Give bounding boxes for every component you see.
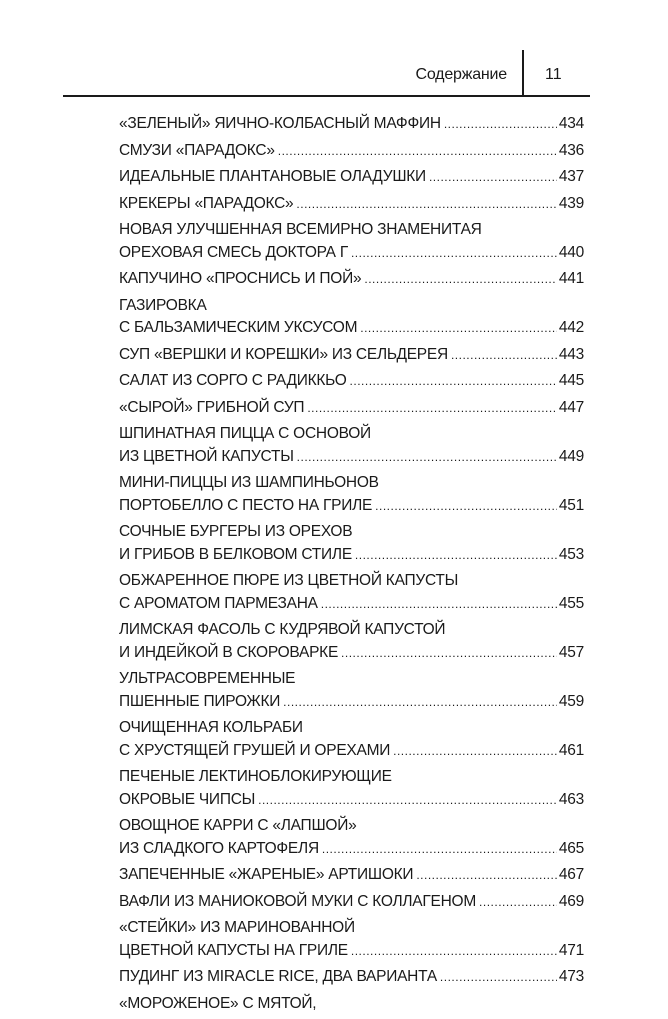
toc-entry-last-line [119,691,584,714]
table-of-contents [119,113,584,1019]
toc-page-number: 436 [558,141,584,159]
toc-entry [119,113,584,136]
dot-leader [283,691,557,714]
toc-page-number: 437 [558,168,584,185]
toc-page-number: 441 [558,270,584,287]
toc-entry-last-line [119,740,584,763]
section-title: Содержание [415,66,507,83]
toc-page-number: 463 [558,790,584,808]
toc-entry [119,219,584,264]
toc-entry-last-line [119,993,584,1016]
toc-entry [119,966,584,989]
dot-leader [364,268,556,291]
dot-leader [351,940,557,963]
toc-page-number: 453 [558,545,584,563]
toc-entry-title-line: «СТЕЙКИ» ИЗ МАРИНОВАННОЙ [119,919,355,936]
toc-entry-last-line [119,864,584,887]
dot-leader [355,544,557,567]
toc-entry [119,668,584,713]
toc-entry-title-line: МИНИ-ПИЦЦЫ ИЗ ШАМПИНЬОНОВ [119,474,379,491]
toc-page-number: 451 [558,496,584,514]
toc-entry [119,140,584,163]
toc-entry-last-line [119,242,584,265]
toc-entry [119,193,584,216]
toc-entry-title-line: ПШЕННЫЕ ПИРОЖКИ [119,692,281,710]
toc-entry-title-line: ИДЕАЛЬНЫЕ ПЛАНТАНОВЫЕ ОЛАДУШКИ [119,168,426,185]
toc-entry-last-line [119,344,584,367]
toc-entry-title-line: ОБЖАРЕННОЕ ПЮРЕ ИЗ ЦВЕТНОЙ КАПУСТЫ [119,572,459,589]
toc-entry [119,370,584,393]
toc-entry-title-line: С АРОМАТОМ ПАРМЕЗАНА [119,594,318,612]
toc-entry-title-line: И ИНДЕЙКОЙ В СКОРОВАРКЕ [119,643,339,661]
toc-entry-title-line: «СЫРОЙ» ГРИБНОЙ СУП [119,398,305,416]
toc-entry-last-line [119,593,584,616]
toc-page-number: 461 [558,741,584,759]
toc-entry-last-line [119,544,584,567]
toc-entry-last-line [119,495,584,518]
toc-page-number: 443 [558,345,584,363]
toc-entry-title-line: НОВАЯ УЛУЧШЕННАЯ ВСЕМИРНО ЗНАМЕНИТАЯ [119,221,482,238]
dot-leader [297,446,557,469]
toc-entry-last-line [119,397,584,420]
toc-entry-title-line: ОКРОВЫЕ ЧИПСЫ [119,790,256,808]
toc-entry-last-line [119,166,584,189]
toc-entry-title-line: С БАЛЬЗАМИЧЕСКИМ УКСУСОМ [119,319,358,336]
toc-entry-title-line: ОВОЩНОЕ КАРРИ С «ЛАПШОЙ» [119,817,357,834]
toc-entry-title-line: СУП «ВЕРШКИ И КОРЕШКИ» ИЗ СЕЛЬДЕРЕЯ [119,345,448,363]
toc-entry-title-line: СМУЗИ «ПАРАДОКС» [119,141,275,159]
toc-entry-last-line [119,891,584,914]
toc-entry-last-line [119,642,584,665]
toc-entry [119,717,584,762]
toc-page-number: 469 [558,892,584,910]
dot-leader [429,166,557,189]
toc-entry [119,472,584,517]
toc-entry [119,521,584,566]
toc-entry-title-line: ОЧИЩЕННАЯ КОЛЬРАБИ [119,719,303,736]
toc-entry-last-line [119,966,584,989]
toc-entry-last-line [119,789,584,812]
dot-leader [444,113,557,136]
toc-page-number: 442 [558,319,584,336]
dot-leader [350,370,557,393]
toc-entry-title-line: ЦВЕТНОЙ КАПУСТЫ НА ГРИЛЕ [119,941,348,959]
dot-leader [451,344,557,367]
toc-entry [119,268,584,291]
dot-leader [296,193,556,216]
toc-page-number: 434 [558,115,584,132]
toc-entry-title-line: ПЕЧЕНЫЕ ЛЕКТИНОБЛОКИРУЮЩИЕ [119,768,392,785]
dot-leader [360,317,557,340]
toc-entry [119,864,584,887]
dot-leader [341,642,557,665]
toc-entry-title-line: ПУДИНГ ИЗ MIRACLE RICE, ДВА ВАРИАНТА [119,968,437,985]
toc-entry [119,619,584,664]
toc-entry [119,397,584,420]
toc-entry-title-line: ИЗ СЛАДКОГО КАРТОФЕЛЯ [119,839,319,857]
toc-entry-last-line [119,268,584,291]
toc-entry-title-line: И ГРИБОВ В БЕЛКОВОМ СТИЛЕ [119,545,352,563]
toc-entry-title-line: ЗАПЕЧЕННЫЕ «ЖАРЕНЫЕ» АРТИШОКИ [119,866,414,883]
running-header [63,50,590,97]
toc-page-number: 471 [558,941,584,959]
toc-entry-title-line: «МОРОЖЕНОЕ» С МЯТОЙ, [119,994,317,1012]
dot-leader [351,242,557,265]
toc-page-number: 467 [558,866,584,883]
toc-entry-title-line: САЛАТ ИЗ СОРГО С РАДИККЬО [119,372,347,389]
toc-page-number: 449 [558,447,584,465]
header-divider [522,50,524,95]
dot-leader [258,789,557,812]
toc-entry-title-line: УЛЬТРАСОВРЕМЕННЫЕ [119,670,296,687]
toc-page-number: 439 [558,194,584,212]
toc-entry [119,891,584,914]
toc-entry-title-line: «ЗЕЛЕНЫЙ» ЯИЧНО-КОЛБАСНЫЙ МАФФИН [119,115,441,132]
dot-leader [321,593,557,616]
toc-page-number: 445 [558,372,584,389]
toc-entry [119,295,584,340]
dot-leader [440,966,557,989]
toc-entry-last-line [119,113,584,136]
toc-entry-last-line [119,370,584,393]
dot-leader [278,140,557,163]
toc-page-number: 440 [558,243,584,261]
toc-page-number: 459 [558,692,584,710]
toc-entry-last-line [119,940,584,963]
toc-page-number: 447 [558,398,584,416]
toc-entry-title-line: КАПУЧИНО «ПРОСНИСЬ И ПОЙ» [119,270,362,287]
toc-entry [119,166,584,189]
dot-leader [375,495,557,518]
toc-entry [119,917,584,962]
toc-entry-last-line [119,193,584,216]
dot-leader [393,740,557,763]
toc-entry-title-line: ВАФЛИ ИЗ МАНИОКОВОЙ МУКИ С КОЛЛАГЕНОМ [119,892,477,910]
toc-entry-title-line: КРЕКЕРЫ «ПАРАДОКС» [119,194,294,212]
toc-entry [119,423,584,468]
toc-entry-title-line: ИЗ ЦВЕТНОЙ КАПУСТЫ [119,447,294,465]
toc-entry [119,815,584,860]
toc-entry-title-line: ГАЗИРОВКА [119,296,207,314]
toc-entry-title-line: С ХРУСТЯЩЕЙ ГРУШЕЙ И ОРЕХАМИ [119,741,391,759]
page-number: 11 [545,66,562,83]
dot-leader [307,397,557,420]
toc-entry-title-line: ПОРТОБЕЛЛО С ПЕСТО НА ГРИЛЕ [119,496,373,514]
dot-leader [479,891,557,914]
toc-page-number: 457 [558,643,584,661]
toc-entry [119,344,584,367]
toc-entry-last-line [119,446,584,469]
dot-leader [322,838,557,861]
toc-entry-title-line: СОЧНЫЕ БУРГЕРЫ ИЗ ОРЕХОВ [119,523,353,540]
toc-entry-title-line: ОРЕХОВАЯ СМЕСЬ ДОКТОРА Г [119,243,348,261]
toc-entry-title-line: ЛИМСКАЯ ФАСОЛЬ С КУДРЯВОЙ КАПУСТОЙ [119,621,446,638]
toc-entry-last-line [119,838,584,861]
toc-entry-last-line [119,317,584,340]
dot-leader [416,864,557,887]
toc-page-number: 455 [558,594,584,612]
toc-entry [119,570,584,615]
toc-entry [119,993,584,1016]
toc-entry-title-line: ШПИНАТНАЯ ПИЦЦА С ОСНОВОЙ [119,425,371,442]
toc-page-number: 465 [558,839,584,857]
toc-page-number: 473 [558,968,584,985]
toc-entry [119,766,584,811]
toc-entry-last-line [119,140,584,163]
